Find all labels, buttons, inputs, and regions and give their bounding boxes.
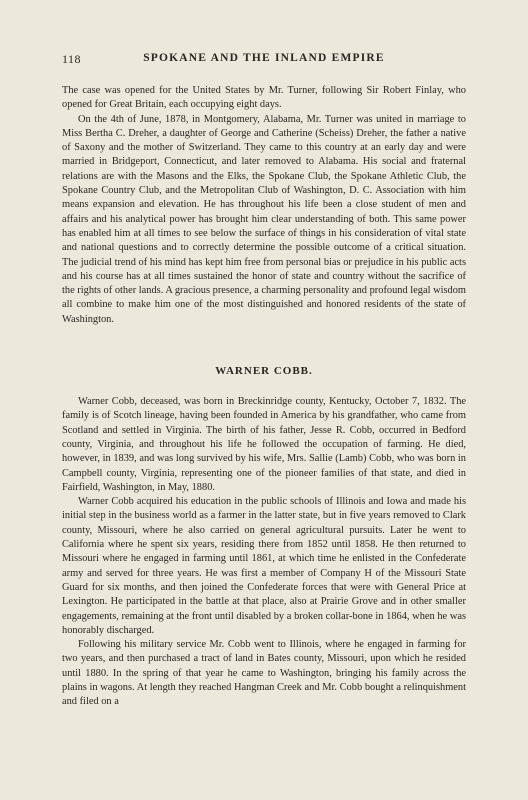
running-head — [62, 52, 466, 70]
turner-biography-continuation — [62, 84, 466, 327]
body-paragraph: Following his military service Mr. Cobb went to Illinois, where he engaged in farming for two years, and then purchased a tract of land in Bates county, Missouri, upon which he resided until 1880. In the spring of that year he came to Washington, bringing his family across the plains in wagons. At length they reached Hangman Creek and Mr. Cobb bought a relinquishment and filed on a — [62, 639, 466, 708]
body-paragraph: Warner Cobb acquired his education in the public schools of Illinois and Iowa and made his initial step in the business world as a farmer in the latter state, but in five years removed to Clark county, Missouri, where he also carried on general agricultural pursuits. Later he went to California where he spent six years, residing there from 1852 until 1858. He then returned to Missouri where he engaged in farming until 1861, at which time he enlisted in the Confederate army and served for three years. He was first a member of Company H of the Missouri State Guard for six months, and then joined the Confederate forces that were with General Price at Lexington. He participated in the battle at that place, also at Prairie Grove and in other smaller engagements, remaining at the front until disabled by a broken collar-bone in 1864, when he was honorably discharged. — [62, 496, 466, 636]
body-paragraph: The case was opened for the United States by Mr. Turner, following Sir Robert Finlay, who opened for Great Britain, each occupying eight days. — [62, 85, 466, 111]
running-head-title: SPOKANE AND THE INLAND EMPIRE — [143, 52, 385, 64]
section-heading: WARNER COBB. — [215, 365, 313, 378]
body-paragraph: On the 4th of June, 1878, in Montgomery, Alabama, Mr. Turner was united in marriage to Miss Bertha C. Dreher, a daughter of George and Catherine (Scheiss) Dreher, the father a native of Saxony and the mother of Switzerland. They came to this country at an early day and were married in Bridgeport, Connecticut, and later removed to Alabama. His social and fraternal relations are with the Masons and the Elks, the Spokane Club, the Spokane Athletic Club, the Spokane Country Club, and the Metropolitan Club of Washington, D. C. Association with him means expansion and elevation. He has throughout his life been a close student of men and affairs and his analytical power has brought him clear understanding of both. This same power has enabled him at all times to see below the surface of things in his consideration of vital state and national questions and to correctly determine the possible outcome of a critical situation. The judicial trend of his mind has kept him free from personal bias or prejudice in his public acts and his course has at all times sustained the honor of state and country without the sacrifice of the rights of other lands. A gracious presence, a charming personality and profound legal wisdom all combine to make him one of the most distinguished and honored residents of the state of Washington. — [62, 113, 466, 325]
body-paragraph: Warner Cobb, deceased, was born in Breckinridge county, Kentucky, October 7, 1832. The family is of Scotch lineage, having been founded in America by his grandfather, who came from Scotland and settled in Virginia. The birth of his father, Jesse R. Cobb, occurred in Bedford county, Virginia, and throughout his life he followed the occupation of farming. He died, however, in 1839, and was long survived by his wife, Mrs. Sallie (Lamb) Cobb, who was born in Campbell county, Virginia, representing one of the pioneer families of that state, and died in Fairfield, Washington, in May, 1880. — [62, 396, 466, 493]
page-number: 118 — [62, 52, 82, 66]
cobb-biography — [62, 395, 466, 710]
